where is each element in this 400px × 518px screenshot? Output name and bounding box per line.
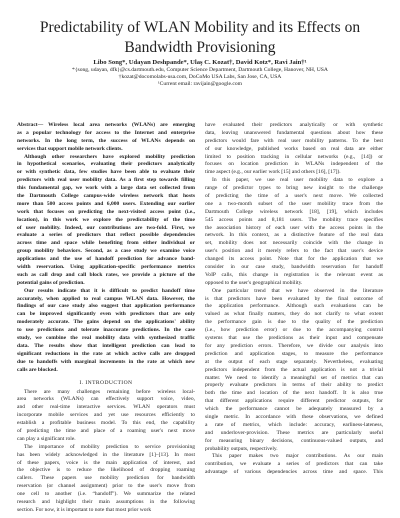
text-line: single metric. In accordance with these observations, we defined xyxy=(205,413,383,420)
text-line: due to handoffs with marginal increments in the rate at which new xyxy=(17,358,195,365)
text-line: at the output of each stage separately. Nevertheless, evaluating xyxy=(205,358,383,365)
text-line: study, we combine the real mobility data with synthesized traffic xyxy=(17,335,195,342)
paper-title-line: Bandwidth Provisioning xyxy=(124,39,276,56)
text-line: (i.e., how prediction error) or due to the accompanying control xyxy=(205,327,383,334)
affiliation-line: *{song, udayan, dfk}@cs.dartmouth.edu, Computer Science Department, Dartmouth College, Hanover, NH, USA xyxy=(72,67,328,73)
text-line: one cell to another (i.e. “handoff”). We summarize the related xyxy=(17,491,195,498)
text-line: opposed to the user's geographical mobility. xyxy=(205,279,303,286)
affiliation-line: ¹Current email: ravijain@google.com xyxy=(157,81,243,88)
text-line: The importance of mobility prediction to service provisioning xyxy=(24,443,195,450)
text-line: the association history of each user with the access points in the xyxy=(205,224,383,231)
text-line: this fundamental gap, we work with a large data set collected from xyxy=(17,185,195,192)
paragraph xyxy=(205,453,383,477)
text-line: work that focuses on predicting the next-visited access point (i.e., xyxy=(17,208,195,215)
text-line: networks. In the long term, the success of WLANs depends on xyxy=(17,137,195,144)
text-line: of these papers, voice is the main application of interest, and xyxy=(17,459,195,466)
text-line: predictors would fare with real user mobility patterns. To the best xyxy=(205,137,383,144)
text-line: focuses on location prediction in WLANs independent of the xyxy=(205,161,383,168)
text-line: In this paper, we use real user mobility data to explore a xyxy=(212,177,383,184)
text-line: has been widely acknowledged in the literature [1]–[13]. In most xyxy=(17,451,195,458)
left-column xyxy=(17,122,195,515)
text-line: consider in our case study, bandwidth reservation for handoff xyxy=(205,264,383,271)
text-line: prediction and application stages, to measure the performance xyxy=(205,350,383,357)
text-line: Although other researchers have explored mobility prediction xyxy=(24,153,195,160)
text-line: valued as what finally matters, they do not clarify to what extent xyxy=(205,311,383,318)
text-line: applications and the use of handoff prediction for advance band- xyxy=(17,256,195,263)
text-line: potential gains of prediction. xyxy=(17,279,85,286)
text-line: data. The results show that intelligent prediction can lead to xyxy=(17,342,195,349)
section-heading-introduction: I. INTRODUCTION xyxy=(79,379,133,386)
text-line: establish a profitable business model. To this end, the capability xyxy=(17,420,195,427)
text-line: changed its access point. Note that for the application that we xyxy=(205,256,383,263)
text-line: as a popular technology for access to the Internet and enterprise xyxy=(17,129,195,136)
text-line: evaluate a series of predictors that reflect possible dependencies xyxy=(17,232,195,239)
text-line: data, leaving unanswered fundamental questions about how these xyxy=(205,129,383,136)
author-names: Libo Song*, Udayan Deshpande*, Ulaş C. Kozat†, David Kotz*, Ravi Jain†¹ xyxy=(93,59,307,66)
paragraph xyxy=(205,177,383,287)
right-column xyxy=(205,122,383,477)
text-line: calls are blocked. xyxy=(17,366,58,373)
text-line: of predicting the time and place of a roaming user's next move xyxy=(17,427,195,434)
text-line: 545 access points and 8,181 users. The mobility trace specifies xyxy=(205,216,383,223)
text-line: of user mobility. Indeed, our contributions are two-fold. First, we xyxy=(17,224,195,231)
paper-title xyxy=(20,18,380,58)
text-line: predictors independent from the actual application is not a trivial xyxy=(205,366,383,373)
text-line: network. In this context, as a distinctive feature of the real data xyxy=(205,232,383,239)
text-line: across time and space while benefiting from either individual or xyxy=(17,240,195,247)
text-line: VoIP calls, this change in registration is the relevant event as xyxy=(205,271,383,278)
introduction-text xyxy=(17,389,195,515)
text-line: width reservation. Using application-specific performance metrics xyxy=(17,264,195,271)
text-line: One particular trend that we have observed in the literature xyxy=(212,287,383,294)
text-line: moderately accurate. The gains depend on the applications' ability xyxy=(17,319,195,326)
text-line: the performance gain is due to the quality of the prediction xyxy=(205,319,383,326)
text-line: more than 500 access points and 6,000 users. Extending our earlier xyxy=(17,200,195,207)
text-line: one a two-month subset of the user mobility trace from the xyxy=(205,200,383,207)
text-line: reservation (or channel assignment) prior to the user's move from xyxy=(17,483,195,490)
text-line: can be improved significantly even with predictors that are only xyxy=(17,311,195,318)
text-line: Our results indicate that it is difficult to predict handoff time xyxy=(24,287,195,294)
text-line: limited to position tracking in cellular networks (e.g., [14]) or xyxy=(205,153,383,160)
text-line: significant reductions in the rate at which active calls are dropped xyxy=(17,350,195,357)
text-line: matter. We need to identify a meaningful set of metrics that can xyxy=(205,374,383,381)
text-line: This paper makes two major contributions. As our main xyxy=(212,453,383,460)
text-line: to use predictions and tolerate inaccurate predictions. In the case xyxy=(17,327,195,334)
text-line: have evaluated their predictors analytically or with synthetic xyxy=(205,122,383,128)
text-line: callers. These papers use mobility prediction for bandwidth xyxy=(17,475,195,482)
text-line: Dartmouth College wireless network [18], [19], which includes xyxy=(205,208,383,215)
text-line: incorporate mobile services and yet use resources efficiently to xyxy=(17,412,195,419)
text-line: Abstract— Wireless local area networks (WLANs) are emerging xyxy=(17,122,195,128)
text-line: section. For now, it is important to note that most prior work xyxy=(17,506,152,513)
text-line: which the performance cannot be adequately measured by a xyxy=(205,406,383,413)
abstract xyxy=(17,122,195,375)
text-line: findings of our case study also suggest that application performance xyxy=(17,303,195,310)
text-line: the application performance. Although such evaluations can be xyxy=(205,303,383,310)
text-line: a rate of metrics, which include: accuracy, earliness-lateness, xyxy=(205,421,383,428)
text-line: range of predictor types to bring new insight to the challenge xyxy=(205,185,383,192)
text-line: the Dartmouth College campus-wide wireless network that hosts xyxy=(17,193,195,200)
text-line: for measuring binary decisions, continuous-valued outputs, and xyxy=(205,437,383,444)
text-line: systems that use the predictions as their input and compensate xyxy=(205,335,383,342)
text-line: probability outputs, respectively. xyxy=(205,445,278,452)
text-line: contribution, we evaluate a series of predictors that can take xyxy=(205,461,383,468)
text-line: services that support mobile network clients. xyxy=(17,145,123,152)
text-line: that different applications require different predictor outputs, for xyxy=(205,398,383,405)
affiliations xyxy=(14,67,386,89)
text-line: accurately, when applied to real campus WLAN data. However, the xyxy=(17,295,195,302)
text-line: set, mobility does not necessarily coincide with the change in xyxy=(205,240,383,247)
text-line: area networks (WLANs) can effectively support voice, video, xyxy=(17,396,195,403)
text-line: properly evaluate predictors in terms of their ability to predict xyxy=(205,382,383,389)
text-line: of our knowledge, published works based on real data are either xyxy=(205,145,383,152)
text-line: location), in this work we explore the predictability of the time xyxy=(17,216,195,223)
text-line: of predicting the time of a user's next move. We collected xyxy=(205,193,383,200)
text-line: time aspect (e.g., our earlier work [15] and others [16], [17]). xyxy=(205,169,341,176)
text-line: advantage of various dependencies across time and space. This xyxy=(205,469,383,476)
text-line: is that predictors have been evaluated by the final outcome of xyxy=(205,295,383,302)
paragraph xyxy=(205,122,383,177)
text-line: in hypothetical scenarios, evaluating their predictors analytically xyxy=(17,161,195,168)
text-line: can play a significant role. xyxy=(17,435,76,442)
text-line: There are many challenges remaining before wireless local- xyxy=(24,388,195,395)
text-line: research and highlight their main assumptions in the following xyxy=(17,498,195,505)
affiliation-line: †kozat@docomolabs-usa.com, DoCoMo USA Labs, San Jose, CA, USA xyxy=(118,74,282,81)
text-line: both the time and location of the next handoff. It is also true xyxy=(205,390,383,397)
text-line: the objective is to reduce the likelihood of dropping roaming xyxy=(17,467,195,474)
paper-title-line: Predictability of WLAN Mobility and its Effects on xyxy=(39,19,361,36)
text-line: and underlover-provision. These metrics are particularly useful xyxy=(205,429,383,436)
text-line: user's position and it merely refers to the fact that user's device xyxy=(205,248,383,255)
text-line: such as call drop and call block rates, we provide a picture of the xyxy=(17,271,195,278)
paragraph xyxy=(205,288,383,454)
text-line: for any prediction errors. Therefore, we divide our analysis into xyxy=(205,342,383,349)
text-line: and other real-time interactive services. WLAN operators must xyxy=(17,404,195,411)
text-line: group mobility behaviors. Second, as a case study we examine voice xyxy=(17,248,195,255)
text-line: or with synthetic data, few studies have been able to evaluate their xyxy=(17,169,195,176)
text-line: predictors with real user mobility data. As a first step towards filling xyxy=(17,177,195,184)
author-list xyxy=(20,59,380,67)
